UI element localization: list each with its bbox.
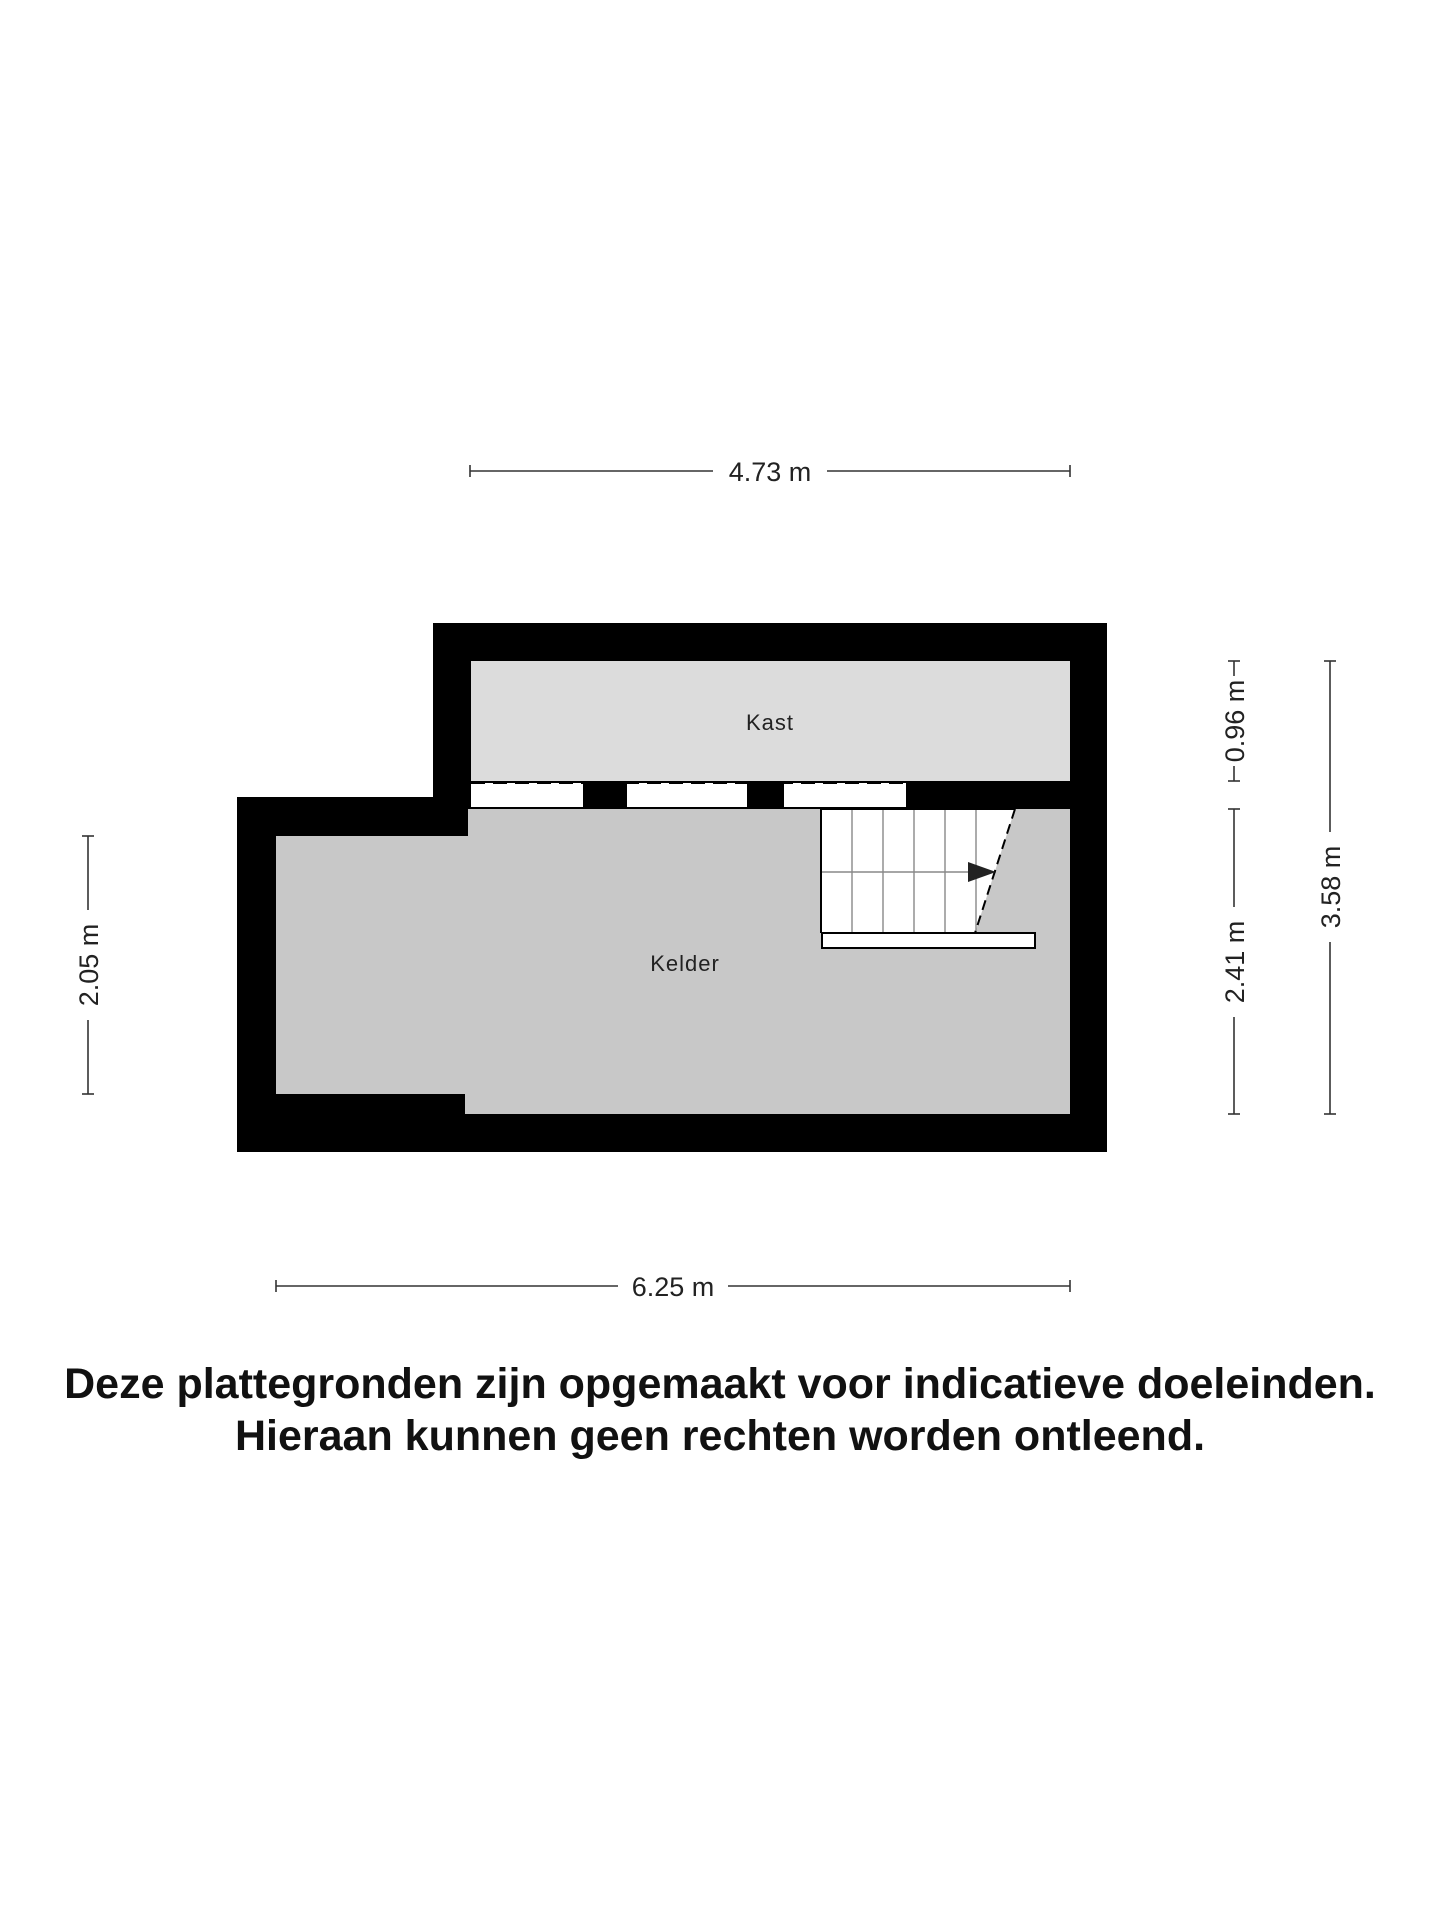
dimension-label-left: 2.05 m: [74, 923, 104, 1007]
disclaimer: [0, 1358, 1440, 1462]
disclaimer-line-2: Hieraan kunnen geen rechten worden ontleend.: [234, 1412, 1206, 1460]
dimension-top: [470, 457, 1070, 487]
dimension-label-right-total: 3.58 m: [1316, 845, 1346, 929]
dimension-right-upper: [1220, 661, 1250, 781]
dimension-label-top: 4.73 m: [728, 457, 812, 487]
room-label-kast: Kast: [745, 710, 795, 735]
dimension-label-right-lower: 2.41 m: [1220, 920, 1250, 1004]
dimension-left: [74, 836, 104, 1094]
dimension-bottom: [276, 1272, 1070, 1302]
room-label-kelder: Kelder: [650, 951, 720, 976]
disclaimer-line-1: Deze plattegronden zijn opgemaakt voor indicatieve doeleinden.: [64, 1360, 1376, 1408]
dimension-right-lower: [1220, 809, 1250, 1114]
dimension-right-total: [1316, 661, 1346, 1114]
partition-openings: [471, 783, 906, 807]
dimension-label-bottom: 6.25 m: [631, 1272, 715, 1302]
dimension-label-right-upper: 0.96 m: [1220, 679, 1250, 763]
